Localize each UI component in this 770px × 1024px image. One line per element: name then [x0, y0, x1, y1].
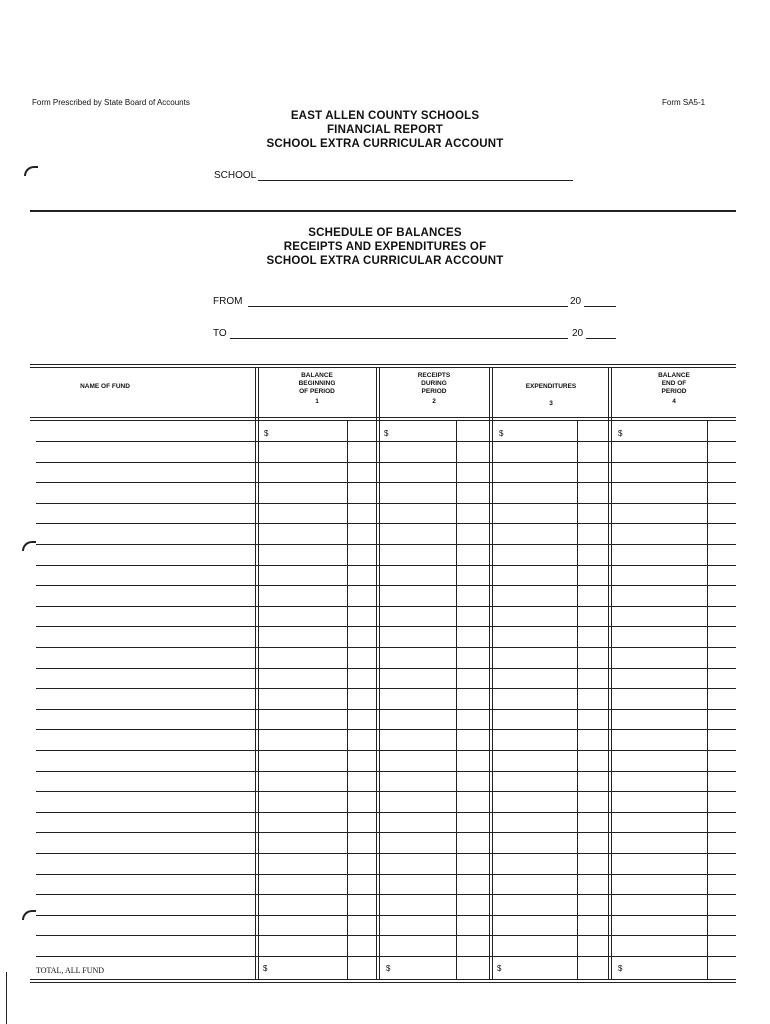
total-label: TOTAL, ALL FUND [36, 966, 105, 975]
row1-col2-dollar: $ [384, 429, 389, 438]
scan-mark [22, 541, 36, 551]
vline-a [255, 367, 256, 979]
table-bottom-line-2 [30, 982, 736, 983]
row1-col1-dollar: $ [264, 429, 269, 438]
table-row[interactable] [36, 688, 736, 689]
table-row[interactable] [36, 626, 736, 627]
school-label: SCHOOL [214, 170, 257, 181]
table-bottom-line [30, 979, 736, 980]
vline-k [611, 367, 612, 979]
scan-mark [22, 910, 36, 920]
vline-h [492, 367, 493, 979]
header-title-3: SCHOOL EXTRA CURRICULAR ACCOUNT [266, 138, 504, 150]
col4-header: BALANCE END OF PERIOD 4 [658, 372, 690, 405]
table-row[interactable] [36, 894, 736, 895]
table-row[interactable] [36, 915, 736, 916]
table-row[interactable] [36, 729, 736, 730]
col3-header: EXPENDITURES 3 [525, 383, 577, 407]
table-row[interactable] [36, 565, 736, 566]
table-row[interactable] [36, 791, 736, 792]
header-title-1: EAST ALLEN COUNTY SCHOOLS [290, 110, 480, 122]
total-col2-dollar: $ [386, 964, 391, 973]
schedule-title-3: SCHOOL EXTRA CURRICULAR ACCOUNT [266, 255, 504, 267]
table-row[interactable] [36, 523, 736, 524]
row1-col4-dollar: $ [618, 429, 623, 438]
vline-j [608, 367, 609, 979]
header-bottom-line [30, 417, 736, 418]
page-edge-mark [6, 972, 7, 1024]
vline-b [258, 367, 259, 979]
total-col3-dollar: $ [497, 964, 502, 973]
row1-col3-dollar: $ [499, 429, 504, 438]
col1-header: BALANCE BEGINNING OF PERIOD 1 [298, 372, 336, 405]
table-row[interactable] [36, 853, 736, 854]
table-row[interactable] [36, 503, 736, 504]
table-row[interactable] [36, 935, 736, 936]
table-row[interactable] [36, 606, 736, 607]
from-label: FROM [213, 296, 243, 307]
schedule-title-2: RECEIPTS AND EXPENDITURES OF [283, 241, 487, 253]
name-of-fund-header: NAME OF FUND [80, 383, 130, 390]
table-row[interactable] [36, 812, 736, 813]
table-row[interactable] [36, 771, 736, 772]
table-row[interactable] [36, 874, 736, 875]
table-row[interactable] [36, 668, 736, 669]
prescribed-note: Form Prescribed by State Board of Accounts [32, 98, 190, 107]
from-year-prefix: 20 [570, 296, 582, 307]
table-row[interactable] [36, 956, 736, 957]
table-row[interactable] [36, 647, 736, 648]
table-row[interactable] [36, 544, 736, 545]
header-bottom-line-2 [30, 420, 736, 421]
table-top-line [30, 364, 736, 365]
vline-e [379, 367, 380, 979]
table-row[interactable] [36, 482, 736, 483]
table-row[interactable] [36, 441, 736, 442]
table-row[interactable] [36, 709, 736, 710]
total-col1-dollar: $ [263, 964, 268, 973]
table-row[interactable] [36, 750, 736, 751]
to-label: TO [213, 328, 227, 339]
vline-g [489, 367, 490, 979]
table-top-line-2 [30, 367, 736, 368]
to-year-prefix: 20 [572, 328, 584, 339]
col2-header: RECEIPTS DURING PERIOD 2 [417, 372, 451, 405]
schedule-title-1: SCHEDULE OF BALANCES [308, 227, 462, 239]
table-row[interactable] [36, 462, 736, 463]
vline-d [376, 367, 377, 979]
table-row[interactable] [36, 832, 736, 833]
total-col4-dollar: $ [618, 964, 623, 973]
form-number: Form SA5-1 [662, 98, 706, 107]
header-title-2: FINANCIAL REPORT [326, 124, 444, 136]
table-row[interactable] [36, 585, 736, 586]
